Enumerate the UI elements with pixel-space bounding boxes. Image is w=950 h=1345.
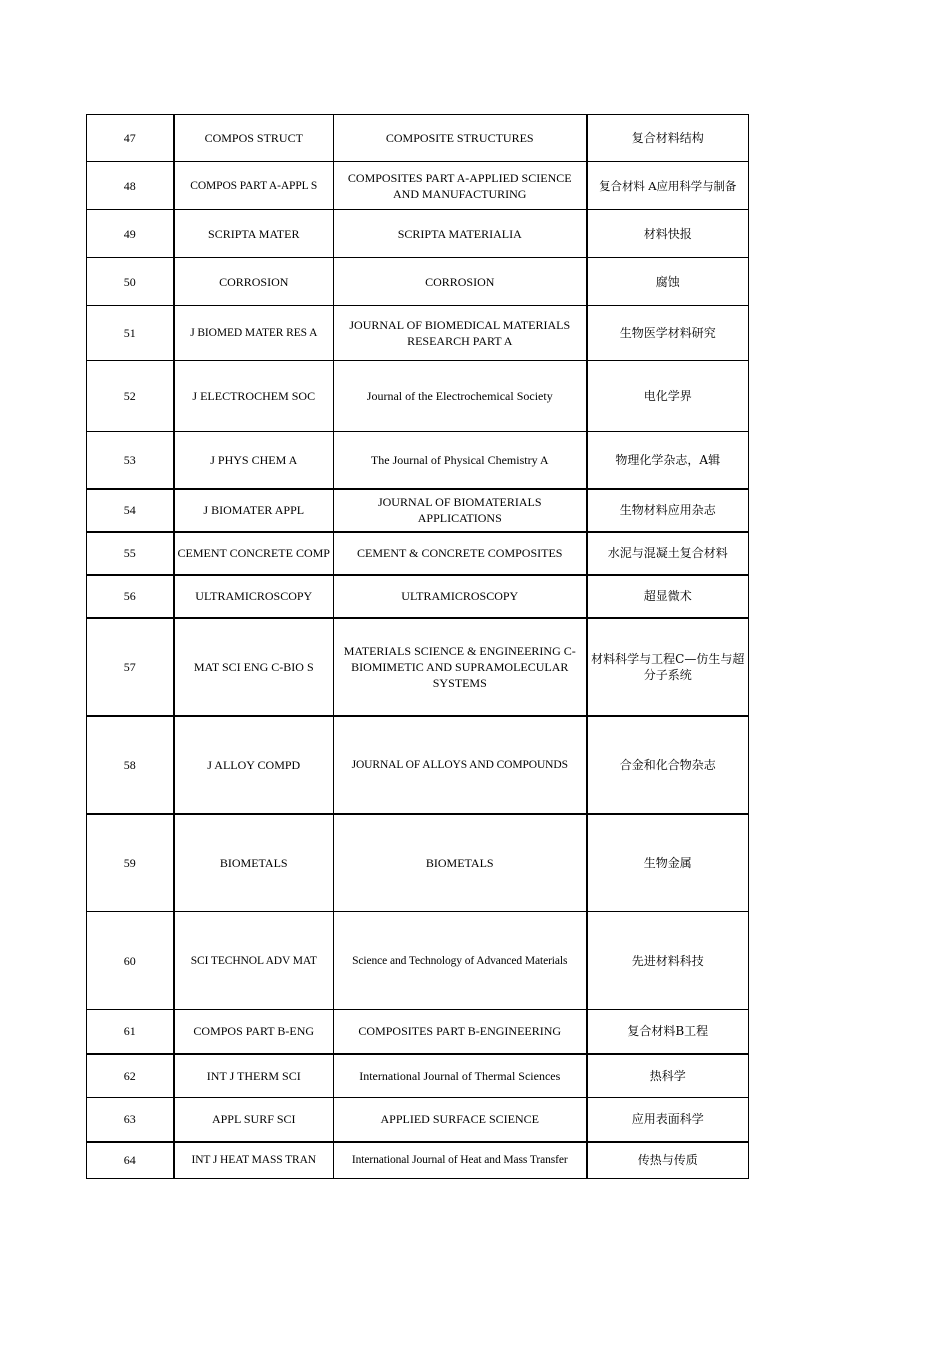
journal-chinese-title: 合金和化合物杂志: [587, 716, 749, 814]
journal-chinese-title: 材料科学与工程C—仿生与超分子系统: [587, 618, 749, 716]
row-number: 64: [87, 1142, 174, 1179]
journal-abbreviation: J BIOMATER APPL: [174, 489, 334, 532]
table-row: [87, 575, 749, 618]
row-number: 50: [87, 258, 174, 306]
journal-full-title: JOURNAL OF BIOMATERIALS APPLICATIONS: [334, 489, 587, 532]
journal-table-body: [87, 115, 749, 1179]
journal-chinese-title: 复合材料结构: [587, 115, 749, 162]
table-row: [87, 306, 749, 361]
journal-abbreviation: APPL SURF SCI: [174, 1098, 334, 1142]
row-number: 59: [87, 814, 174, 912]
table-row: [87, 162, 749, 210]
journal-abbreviation: INT J THERM SCI: [174, 1054, 334, 1098]
journal-chinese-title: 水泥与混凝土复合材料: [587, 532, 749, 575]
journal-full-title: MATERIALS SCIENCE & ENGINEERING C-BIOMIMETIC AND SUPRAMOLECULAR SYSTEMS: [334, 618, 587, 716]
table-row: [87, 814, 749, 912]
journal-abbreviation: COMPOS PART A-APPL S: [174, 162, 334, 210]
journal-chinese-title: 材料快报: [587, 210, 749, 258]
journal-full-title: BIOMETALS: [334, 814, 587, 912]
row-number: 47: [87, 115, 174, 162]
table-row: [87, 210, 749, 258]
table-row: [87, 716, 749, 814]
row-number: 54: [87, 489, 174, 532]
journal-chinese-title: 热科学: [587, 1054, 749, 1098]
row-number: 52: [87, 361, 174, 432]
row-number: 55: [87, 532, 174, 575]
journal-full-title: CEMENT & CONCRETE COMPOSITES: [334, 532, 587, 575]
journal-abbreviation: J PHYS CHEM A: [174, 432, 334, 489]
table-row: [87, 532, 749, 575]
journal-full-title: CORROSION: [334, 258, 587, 306]
journal-abbreviation: BIOMETALS: [174, 814, 334, 912]
row-number: 60: [87, 912, 174, 1010]
journal-chinese-title: 超显微术: [587, 575, 749, 618]
journal-abbreviation: MAT SCI ENG C-BIO S: [174, 618, 334, 716]
journal-full-title: COMPOSITE STRUCTURES: [334, 115, 587, 162]
journal-chinese-title: 复合材料 A应用科学与制备: [587, 162, 749, 210]
journal-full-title: SCRIPTA MATERIALIA: [334, 210, 587, 258]
journal-abbreviation: COMPOS STRUCT: [174, 115, 334, 162]
journal-full-title: Journal of the Electrochemical Society: [334, 361, 587, 432]
journal-chinese-title: 电化学界: [587, 361, 749, 432]
journal-abbreviation: J ALLOY COMPD: [174, 716, 334, 814]
row-number: 49: [87, 210, 174, 258]
journal-chinese-title: 生物材料应用杂志: [587, 489, 749, 532]
table-row: [87, 115, 749, 162]
row-number: 57: [87, 618, 174, 716]
journal-full-title: Science and Technology of Advanced Materials: [334, 912, 587, 1010]
journal-full-title: APPLIED SURFACE SCIENCE: [334, 1098, 587, 1142]
table-row: [87, 618, 749, 716]
row-number: 51: [87, 306, 174, 361]
table-row: [87, 489, 749, 532]
journal-abbreviation: J BIOMED MATER RES A: [174, 306, 334, 361]
journal-chinese-title: 应用表面科学: [587, 1098, 749, 1142]
journal-chinese-title: 复合材料B工程: [587, 1010, 749, 1054]
table-row: [87, 1142, 749, 1179]
table-row: [87, 258, 749, 306]
journal-full-title: COMPOSITES PART A-APPLIED SCIENCE AND MANUFACTURING: [334, 162, 587, 210]
table-row: [87, 912, 749, 1010]
journal-chinese-title: 物理化学杂志，A辑: [587, 432, 749, 489]
journal-abbreviation: CEMENT CONCRETE COMP: [174, 532, 334, 575]
journal-abbreviation: CORROSION: [174, 258, 334, 306]
row-number: 63: [87, 1098, 174, 1142]
row-number: 53: [87, 432, 174, 489]
journal-chinese-title: 先进材料科技: [587, 912, 749, 1010]
journal-full-title: The Journal of Physical Chemistry A: [334, 432, 587, 489]
journal-full-title: International Journal of Heat and Mass Transfer: [334, 1142, 587, 1179]
table-row: [87, 432, 749, 489]
row-number: 58: [87, 716, 174, 814]
journal-full-title: ULTRAMICROSCOPY: [334, 575, 587, 618]
journal-full-title: JOURNAL OF ALLOYS AND COMPOUNDS: [334, 716, 587, 814]
journal-abbreviation: SCRIPTA MATER: [174, 210, 334, 258]
table-row: [87, 361, 749, 432]
journal-full-title: COMPOSITES PART B-ENGINEERING: [334, 1010, 587, 1054]
journal-abbreviation: ULTRAMICROSCOPY: [174, 575, 334, 618]
journal-full-title: International Journal of Thermal Sciences: [334, 1054, 587, 1098]
table-row: [87, 1010, 749, 1054]
journal-table: [86, 114, 749, 1179]
journal-full-title: JOURNAL OF BIOMEDICAL MATERIALS RESEARCH PART A: [334, 306, 587, 361]
journal-chinese-title: 生物医学材料研究: [587, 306, 749, 361]
journal-chinese-title: 腐蚀: [587, 258, 749, 306]
journal-abbreviation: SCI TECHNOL ADV MAT: [174, 912, 334, 1010]
table-row: [87, 1098, 749, 1142]
journal-chinese-title: 传热与传质: [587, 1142, 749, 1179]
journal-abbreviation: INT J HEAT MASS TRAN: [174, 1142, 334, 1179]
row-number: 61: [87, 1010, 174, 1054]
row-number: 56: [87, 575, 174, 618]
table-row: [87, 1054, 749, 1098]
row-number: 48: [87, 162, 174, 210]
journal-abbreviation: COMPOS PART B-ENG: [174, 1010, 334, 1054]
journal-chinese-title: 生物金属: [587, 814, 749, 912]
journal-abbreviation: J ELECTROCHEM SOC: [174, 361, 334, 432]
row-number: 62: [87, 1054, 174, 1098]
